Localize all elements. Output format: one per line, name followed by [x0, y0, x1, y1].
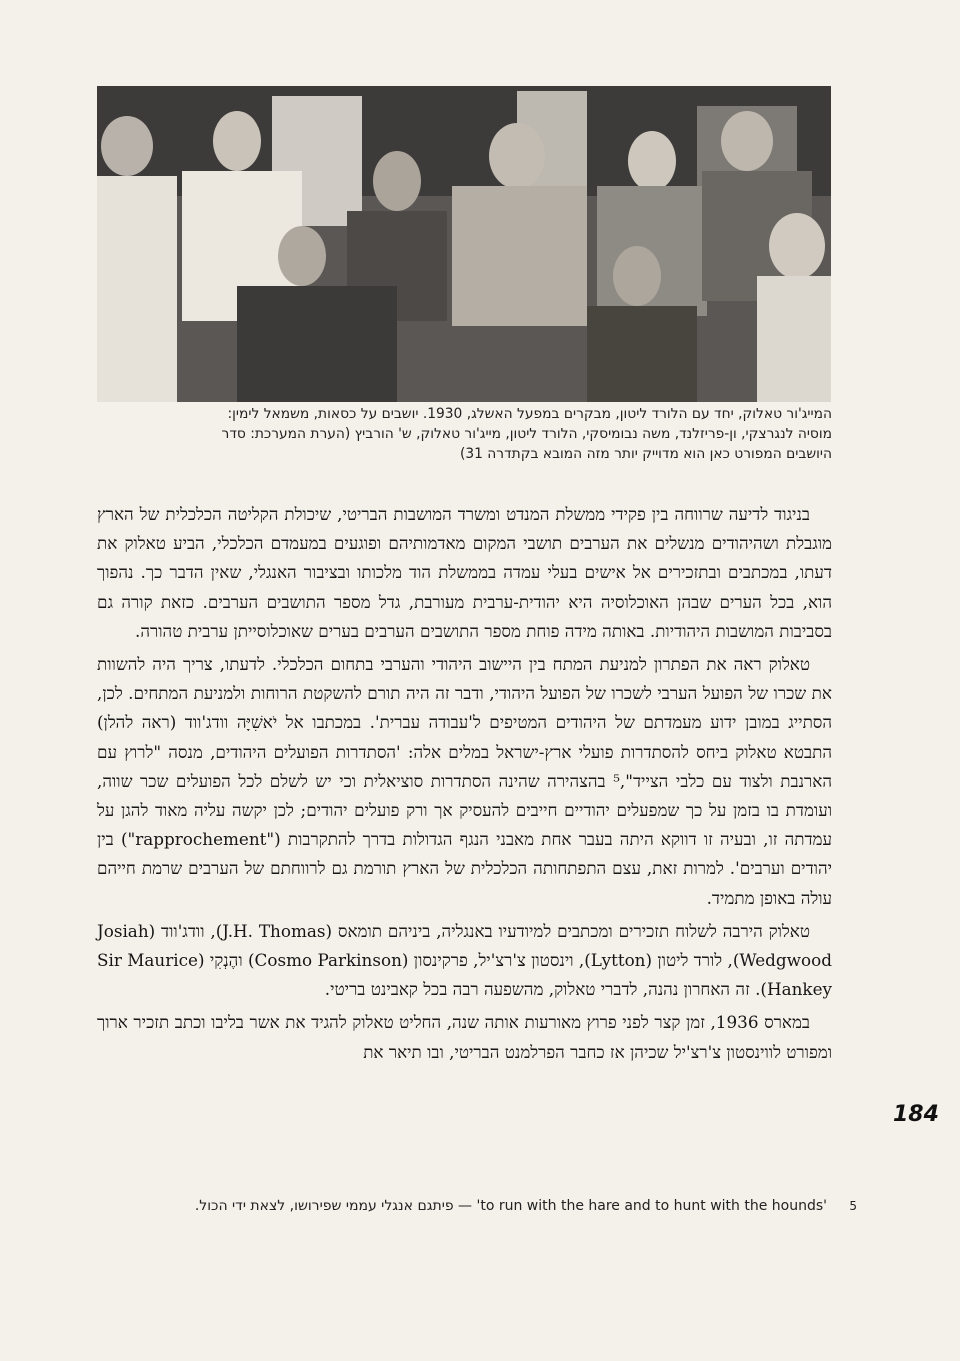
footnote-line: 'to run with the hare and to hunt with the hounds' — פיתגם אנגלי עממי שפירושו, לצאת ידי הכול. — [194, 1198, 827, 1214]
paragraph: טאלוק הירבה לשלוח תזכירים ומכתבים למיודעיו באנגליה, ביניהם תומאס (J.H. Thomas), וודג'ווד (Josiah Wedgwood), לורד ליטון (Lytton), וינסטון צ'רצ'יל, פרקינסון (Cosmo Parkinson) והֶנְקִי (Sir Maurice Hankey). זה האחרון נהנה, לדברי טאלוק, מהשפעה רבה בכל קאבינט בריטי. — [97, 920, 832, 1000]
photo-caption — [97, 404, 832, 464]
caption-line: מוסיה לנגרצקי, ון-פריזלנד, משה נבומיסקי, הלורד ליטון, מייג'ור טאלוק, ש' הורביץ (הערת המערכת: סדר — [221, 426, 832, 442]
paragraph: בניגוד לדיעה שרווחה בין פקידי ממשלת המנדט ומשרד המושבות הבריטי, שיכולת הקליטה הכלכלית של הארץ מוגבלת ושהיהודים מנשלים את הערבים תושבי המקום מאדמותיהם ופוגעים במעמדם הכלכלי, הביע טאלוק את דעתו, במכתבים ובתזכירים אל אישים בעלי עמדה בממשלת הוד מלכותו ובציבור האנגלי, שאין הדבר כך. נהפוך הוא, בכל הערים שבהן האוכלוסיה היא יהודית-ערבית מעורבת, גדל מספר התושבים הערבים. כזאת קורה גם בסביבות המושבות היהודיות. באותה מידה פוחת מספר התושבים הערבים בערים שאוכלוסייתן ערבית טהורה. — [97, 504, 832, 641]
group-photograph — [97, 86, 831, 402]
paragraph: טאלוק ראה את הפתרון למניעת המתח בין היישוב היהודי והערבי בתחום הכלכלי. לדעתו, צריך היה להשוות את שכרו של הפועל הערבי לשכרו של הפועל היהודי, ודבר זה היה תורם להשקטת הרוחות ולמניעת המתחים. לכן, הסתייג במובן ידוע מעמדתם של היהודים המטיפים ל'עבודה עברית'. במכתבו אל יֹאשִׁיָּה וודג'ווד (ראה להלן) התבטא טאלוק ביחס להסתדרות פועלי ארץ-ישראל במלים אלה: 'הסתדרות הפועלים היהודים, מנסה "לרוץ עם הארנבת ולצוד עם כלבי הצייד",⁵ בהצהירה שהינה הסתדרות סוציאלית וכי יש לשלם לכל הפועלים שכר שווה, ועומדת בו בזמן על כך שמפעלים יהודיים חייבים להעסיק אך ורק פועלים יהודים; לכן יקשה עליה מאוד להגן על עמדתה זו, ובעיה זו דווקא היתה בעבר אחת מאבני הנגף הגדולות בדרך להתקרבות ("rapprochement") בין יהודים וערבים'. למרות זאת, עצם התפתחותה הכלכלית של הארץ תורמת גם לרווחתם של הערבים שרמת חייהם עולה באופן מתמיד. — [97, 654, 833, 908]
group-photograph-image — [97, 86, 831, 402]
caption-line: המייג'ור טאלוק, יחד עם הלורד ליטון, מבקרים במפעל האשלג, 1930. יושבים על כסאות, משמאל לימין: — [227, 406, 832, 422]
page-number: 184 — [893, 1102, 939, 1127]
caption-line: היושבים המפורט כאן הוא מדוייק יותר מזה המובא בקתדרה 31) — [459, 446, 832, 462]
footnote — [97, 1195, 857, 1218]
footnote-number: 5 — [849, 1199, 857, 1213]
paragraph: במארס 1936, זמן קצר לפני פרוץ מאורעות אותה שנה, החליט טאלוק להגיד את אשר בליבו וכתב תזכיר ארוך ומפורט לווינסטון צ'רצ'יל שכיהן אז כחבר הפרלמנט הבריטי, ובו תיאר את — [97, 1012, 832, 1062]
main-text — [97, 500, 832, 1067]
